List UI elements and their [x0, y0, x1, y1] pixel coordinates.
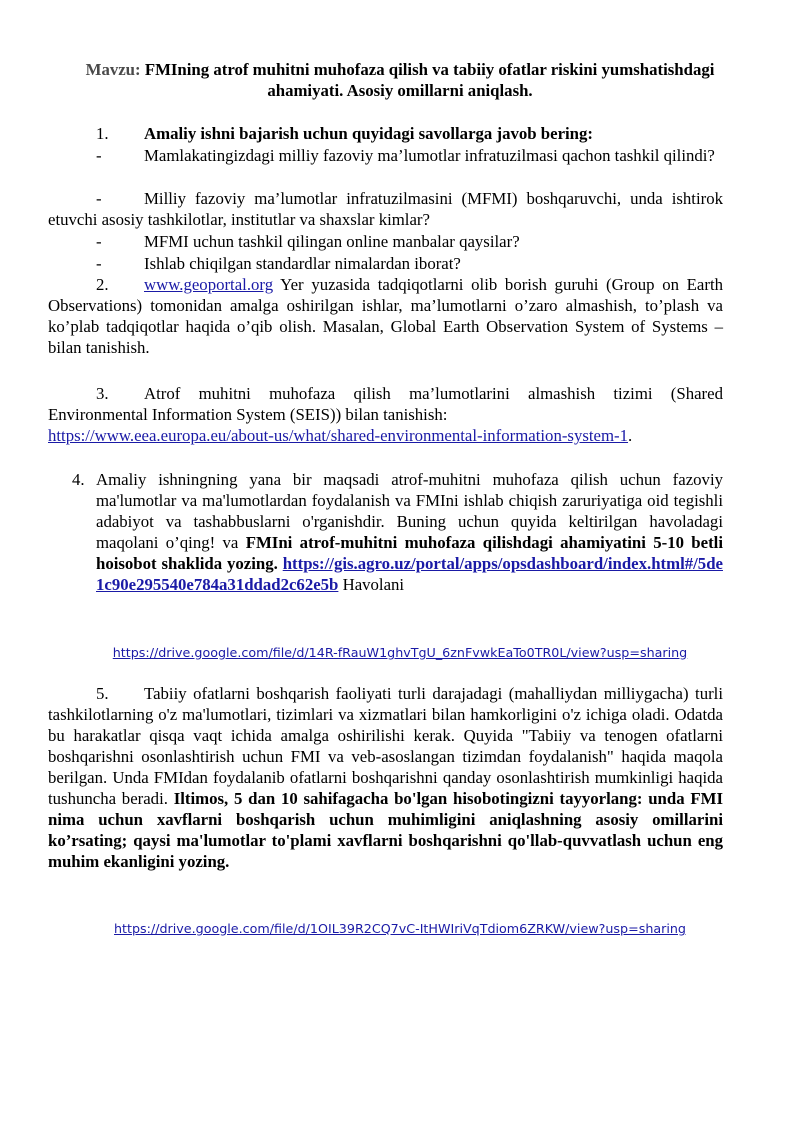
dash-1: - [96, 146, 102, 165]
question-1 [48, 145, 723, 166]
item-2-text: Yer yuzasida tadqiqotlarni olib borish guruhi (Group on Earth Observations) tomonidan amalga oshirilgan ishlar, ma’lumotlarni o’zaro almashish, to’plash va ko’plab tadqiqotlar haqida o’qib olish. Masalan, Global Earth Observation System of Systems – bilan tanishish. [48, 275, 723, 357]
dash-2: - [96, 189, 102, 208]
question-3-text: MFMI uchun tashkil qilingan online manbalar qaysilar? [144, 232, 520, 251]
item-4-bold-text: FMIni atrof-muhitni muhofaza qilishdagi ahamiyatini 5-10 betli hoisobot shaklida yozing. [96, 533, 724, 573]
question-2-text: Milliy fazoviy ma’lumotlar infratuzilmasini (MFMI) boshqaruvchi, unda ishtirok etuvchi asosiy tashkilotlar, institutlar va shaxslar kimlar? [48, 189, 723, 229]
gis-agro-link[interactable]: https://gis.agro.uz/portal/apps/opsdashboard/index.html#/5de1c90e295540e784a31ddad2c62e5b [96, 554, 723, 594]
item-3-after: . [628, 426, 633, 445]
question-3 [48, 231, 723, 252]
item-1-number: 1. [96, 124, 109, 143]
item-2 [48, 274, 723, 358]
item-5-text: Tabiiy ofatlarni boshqarish faoliyati turli darajadagi (mahalliydan milliygacha) turli tashkilotlarning o'z ma'lumotlari, tizimlari va xizmatlari bilan hamkorligini o'z ichiga oladi. Odatda bu harakatlar qisqa vaqt ichida amalga oshirilishi kerak. Quyida "Tabiiy va tenogen ofatlarni boshqarishni osonlashtirish uchun FMI va veb-asoslangan tizimdan foydalanish" haqida maqola berilgan. Unda FMIdan foydalanib ofatlarni boshqarishni qanday osonlashtirish mumkinligi haqida tushuncha beradi. [48, 684, 723, 808]
item-5-bold-text: Iltimos, 5 dan 10 sahifagacha bo'lgan hisobotingizni tayyorlang: unda FMI nima uchun xavflarni boshqarish uchun muhimligini aniqlashning asosiy omillarini ko’rsating; qaysi ma'lumotlar to'plami xavflarni boshqarishni qo'llab-quvvatlash uchun eng muhim ekanligini yozing. [48, 789, 723, 871]
question-4-text: Ishlab chiqilgan standardlar nimalardan iborat? [144, 254, 461, 273]
title-label: Mavzu: [85, 60, 141, 79]
dash-3: - [96, 232, 102, 251]
item-5 [48, 683, 723, 872]
page-title [60, 59, 740, 101]
item-5-drive-link-row [0, 917, 800, 939]
geoportal-link[interactable]: www.geoportal.org [144, 275, 274, 294]
dash-4: - [96, 254, 102, 273]
item-2-number: 2. [96, 275, 109, 294]
seis-link[interactable]: https://www.eea.europa.eu/about-us/what/shared-environmental-information-system-1 [48, 426, 629, 445]
item-4-text: Amaliy ishningning yana bir maqsadi atrof-muhitni muhofaza qilish uchun fazoviy ma'lumotlar va ma'lumotlardan foydalanish va FMIni ishlab chiqish zaruriyatiga oid tegishli adabiyot va tashabbuslarni o'rganishdir. Buning uchun quyida keltirilgan havoladagi maqolani o’qing! va [96, 470, 723, 552]
item-5-number: 5. [96, 684, 109, 703]
item-5-drive-link[interactable]: https://drive.google.com/file/d/1OIL39R2CQ7vC-ItHWIriVqTdiom6ZRKW/view?usp=sharing [114, 921, 686, 936]
item-4-drive-link-row [0, 641, 800, 663]
item-4-after: Havolani [338, 575, 405, 594]
item-4-drive-link[interactable]: https://drive.google.com/file/d/14R-fRauW1ghvTgU_6znFvwkEaTo0TR0L/view?usp=sharing [112, 645, 688, 660]
question-1-text: Mamlakatingizdagi milliy fazoviy ma’lumotlar infratuzilmasi qachon tashkil qilindi? [144, 146, 715, 165]
item-3-number: 3. [96, 384, 109, 403]
item-3-text: Atrof muhitni muhofaza qilish ma’lumotlarini almashish tizimi (Shared Environmental Information System (SEIS)) bilan tanishish: [48, 384, 723, 424]
question-2 [48, 188, 723, 230]
title-text: FMIning atrof muhitni muhofaza qilish va tabiiy ofatlar riskini yumshatishdagi ahamiyati. Asosiy omillarni aniqlash. [144, 60, 715, 100]
question-4 [48, 253, 723, 274]
item-1-heading-text: Amaliy ishni bajarish uchun quyidagi savollarga javob bering: [144, 124, 593, 143]
item-4 [72, 469, 723, 595]
item-4-number: 4. [72, 470, 85, 489]
item-3 [48, 383, 723, 446]
item-1-heading [48, 123, 723, 144]
